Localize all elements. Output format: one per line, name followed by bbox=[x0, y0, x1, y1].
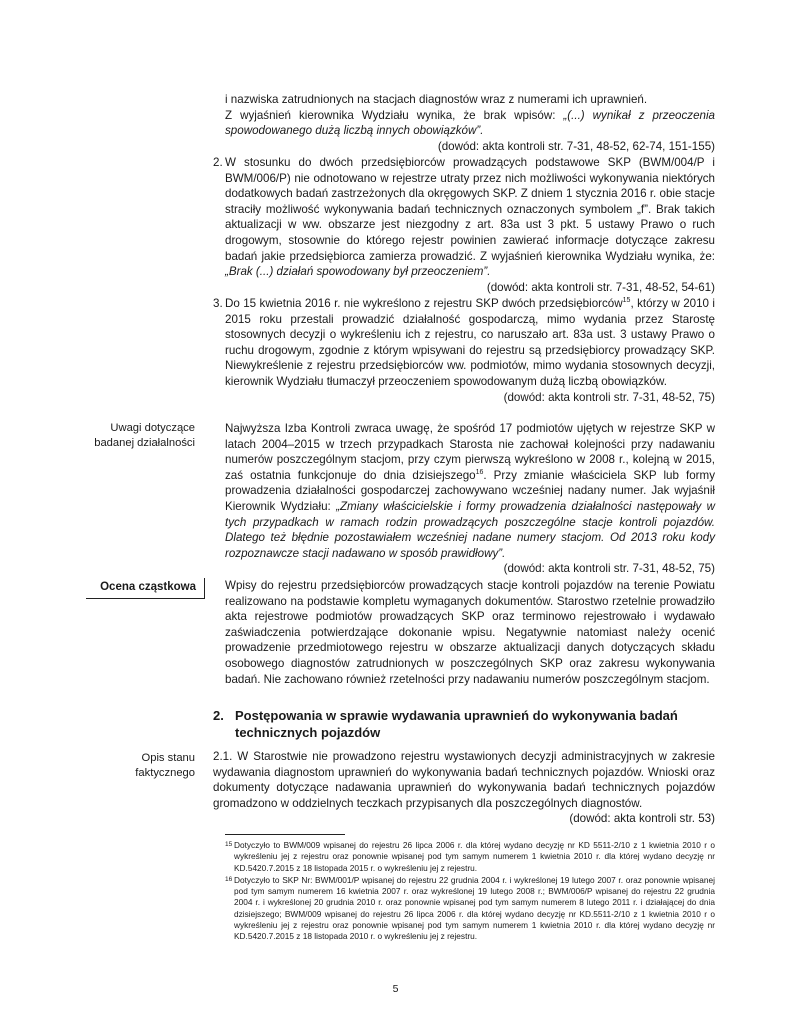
footnote-text: Dotyczyło to SKP Nr: BWM/001/P wpisanej do rejestru 22 grudnia 2004 r. i wykreślonej 19 lutego 2007 r. oraz ponownie wpisanej pod tym samym numerem 16 kwietnia 2007 r. oraz wykreślonej 19 lutego 2008 r.; BWM/006/P wpisanej do rejestru 22 grudnia 2004 r. i wykreślonej 20 grudnia 2010 r. oraz ponownie wpisanej pod tym samym numerem 8 lutego 2011 r. i działającej do dnia dzisiejszego; BWM/009 wpisanej do rejestru 26 lipca 2006 r. dla której wydano decyzję nr KD.5511-2/10 z 1 kwietnia 2010 r o wykreśleniu jej z rejestru oraz ponownie wpisanej pod tym samym numerem 1 kwietnia 2010 r. dla której wydano decyzję nr KD.5420.7.2015 z 18 listopada 2010 r. o wykreśleniu jej z rejestru. bbox=[234, 874, 715, 942]
ocena-label: Ocena cząstkowa bbox=[100, 581, 196, 593]
section-heading bbox=[213, 707, 715, 741]
item-text: , którzy w 2010 i 2015 roku przestali prowadzić działalność gospodarczą, mimo wydania przez Starostę stosownych decyzji o wykreśleniu ich z rejestru, co naruszało art. 83a ust. 3 ustawy Prawo o ruchu drogowym, zgodnie z którym wpisywani do rejestru są przedsiębiorcy prowadzący SKP. Niewykreślenie z rejestru przedsiębiorców ww. podmiotów, mimo wydania stosownych decyzji, kierownik Wydziału tłumaczył przeoczeniem spowodowanym dużą liczbą obowiązków. bbox=[225, 297, 715, 388]
item-number: 3. bbox=[213, 297, 223, 310]
evidence-reference: (dowód: akta kontroli str. 7-31, 48-52, 75) bbox=[503, 562, 715, 576]
item-text: Do 15 kwietnia 2016 r. nie wykreślono z rejestru SKP dwóch przedsiębiorców bbox=[225, 297, 623, 310]
section-title: Postępowania w sprawie wydawania uprawnień do wykonywania badań technicznych pojazdów bbox=[235, 708, 678, 740]
paragraph-text: 2.1. W Starostwie nie prowadzono rejestru wystawionych decyzji administracyjnych w zakresie wydawania diagnostom uprawnień do wykonywania badań technicznych pojazdów. Wnioski oraz dokumenty dotyczące nadawania uprawnień do wykonywania badań technicznych pojazdów gromadzono w oddzielnych teczkach przypisanych dla poszczególnych diagnostów. bbox=[213, 750, 715, 810]
footnote-ref: 16 bbox=[475, 468, 484, 476]
ocena-label-box bbox=[86, 578, 205, 599]
finding-item-3 bbox=[213, 296, 715, 405]
footnotes bbox=[225, 840, 715, 944]
footnote bbox=[225, 875, 715, 943]
paragraph-text: Wpisy do rejestru przedsiębiorców prowadzących stacje kontroli pojazdów na terenie Powiatu realizowano na podstawie kompletu wymaganych dokumentów. Starostwo rzetelnie prowadziło akta rejestrowe podmiotów prowadzących SKP oraz terminowo rejestrowało i wydawało zaświadczenia potwierdzające dokonanie wpisu. Negatywnie natomiast należy ocenić prowadzenie przedmiotowego rejestru w obszarze aktualizacji danych dotyczących składu osobowego diagnostów zatrudnionych w poszczególnych SKP oraz zakresu wykonywania badań. Nie zachowano również rzetelności przy nadawaniu numerów poszczególnym stacjom. bbox=[225, 579, 715, 686]
continuation-text: Z wyjaśnień kierownika Wydziału wynika, że brak wpisów: bbox=[225, 108, 564, 122]
side-label-line: faktycznego bbox=[135, 766, 195, 779]
continuation-line: i nazwiska zatrudnionych na stacjach diagnostów wraz z numerami ich uprawnień. bbox=[225, 93, 648, 106]
paragraph-text: . Przy zmianie właściciela SKP lub formy prowadzenia działalności gospodarczej zachowywano wcześniej nadany numer. Jak wyjaśnił Kierownik Wydziału: bbox=[225, 468, 715, 513]
evidence-reference: (dowód: akta kontroli str. 53) bbox=[569, 812, 715, 826]
page-number: 5 bbox=[392, 983, 399, 995]
item-number: 2. bbox=[213, 156, 223, 169]
footnote-separator bbox=[225, 834, 345, 835]
footnote bbox=[225, 840, 715, 874]
explanation-quote: „Brak (...) działań spowodowany był przeoczeniem”. bbox=[225, 265, 491, 279]
side-label-line: Opis stanu bbox=[141, 752, 195, 764]
side-label-opis bbox=[60, 751, 195, 780]
evidence-reference: (dowód: akta kontroli str. 7-31, 48-52, 62-74, 151-155) bbox=[437, 139, 715, 153]
opis-paragraph bbox=[213, 749, 715, 827]
ocena-paragraph bbox=[225, 578, 715, 687]
paragraph-text: Najwyższa Izba Kontroli zwraca uwagę, że spośród 17 podmiotów ujętych w rejestrze SKP w latach 2004–2015 w trzech przypadkach Starosta nie zachował kolejności przy nadawaniu numerów poszczególnym stacjom, przy czym pierwszą wykreślono w 2008 r., kolejną w 2015, zaś ostatnia funkcjonuje do dnia dzisiejszego bbox=[225, 422, 715, 482]
footnote-mark: 15 bbox=[225, 841, 233, 848]
uwagi-paragraph bbox=[225, 421, 715, 577]
evidence-reference: (dowód: akta kontroli str. 7-31, 48-52, 54-61) bbox=[486, 280, 715, 294]
evidence-reference: (dowód: akta kontroli str. 7-31, 48-52, 75) bbox=[503, 390, 715, 404]
item-text: W stosunku do dwóch przedsiębiorców prowadzących podstawowe SKP (BWM/004/P i BWM/006/P) nie odnotowano w rejestrze utraty przez nich możliwości wykonywania niektórych dodatkowych badań zastrzeżonych dla okręgowych SKP. Z dniem 1 stycznia 2016 r. obie stacje straciły możliwość wykonywania badań technicznych oznaczonych symbolem „f”. Brak takich aktualizacji w ww. obszarze jest niezgodny z art. 83a ust 3 pkt. 5 ustawy Prawo o ruch drogowym, stosownie do którego rejestr powinien zawierać informacje dotyczące zakresu badań jakie przedsiębiorca zamierza prowadzić. Z wyjaśnień kierownika Wydziału wynika, że: bbox=[225, 156, 715, 263]
explanation-quote: „(...) wynikał z przeoczenia spowodowanego dużą liczbą innych obowiązków”. bbox=[225, 108, 716, 138]
explanation-quote: „Zmiany właścicielskie i formy prowadzenia działalności następowały w tych przypadkach w ramach rodzin prowadzących poszczególne stacje kontroli pojazdów. Dlatego też błędnie pozostawiałem wcześniej nadane numery stacjom. Od 2013 roku kody rozpoznawcze stacji nadawano w sposób prawidłowy”. bbox=[225, 499, 715, 560]
side-label-uwagi bbox=[60, 421, 195, 450]
side-label-line: badanej działalności bbox=[94, 436, 195, 449]
finding-item-2 bbox=[213, 155, 715, 295]
continuation-paragraph bbox=[225, 92, 715, 154]
section-number: 2. bbox=[213, 708, 224, 723]
footnote-mark: 16 bbox=[225, 875, 233, 883]
side-label-line: Uwagi dotyczące bbox=[110, 422, 195, 434]
footnote-ref: 15 bbox=[622, 297, 631, 305]
footnote-text: Dotyczyło to BWM/009 wpisanej do rejestru 26 lipca 2006 r. dla której wydano decyzję nr KD 5511-2/10 z 1 kwietnia 2010 r o wykreśleniu jej z rejestru oraz ponownie wpisanej pod tym samym numerem 1 kwietnia 2010 r. dla której wydano decyzję nr KD.5420.7.2015 z 18 listopada 2015 r. o wykreśleniu jej z rejestru. bbox=[234, 840, 715, 873]
